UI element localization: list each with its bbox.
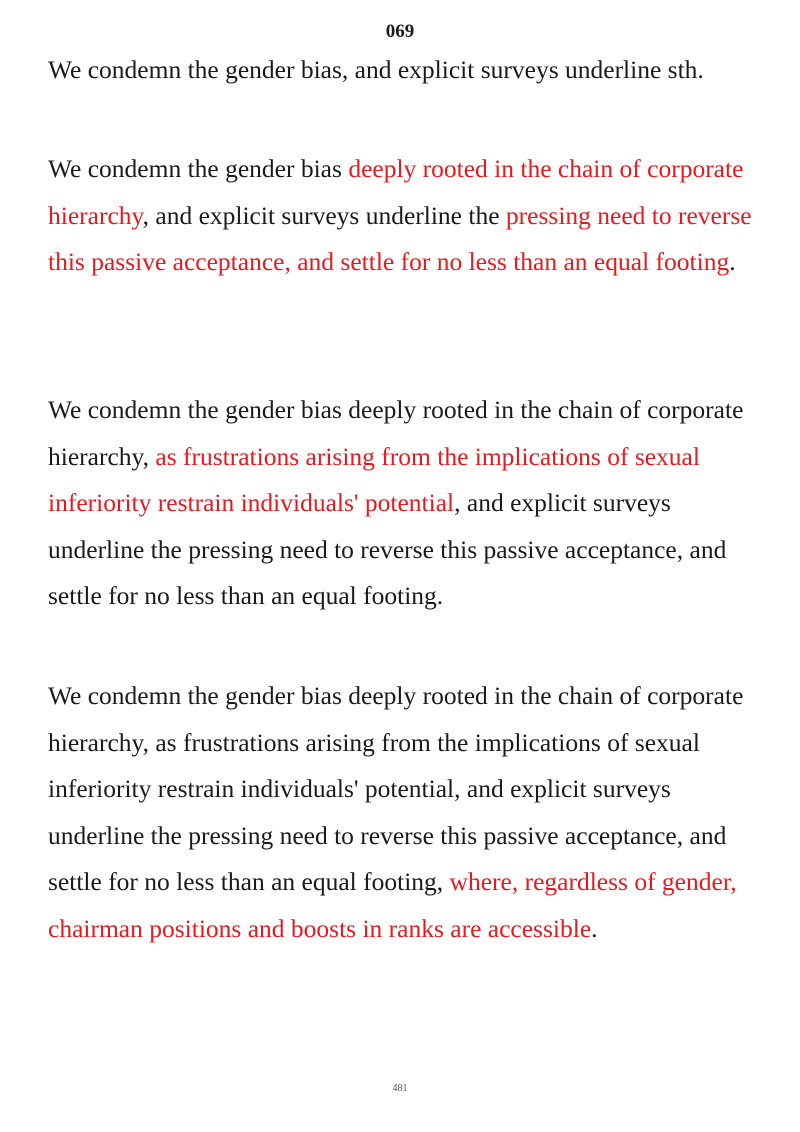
text-segment: We condemn the gender bias deeply rooted in the chain of corporate hierarchy, as frustrations arising from the implications of sexual inferiority restrain individuals' potential, and explicit surveys underline the pressing need to reverse this passive acceptance, and settle for no less than an equal footing, <box>48 681 744 896</box>
text-segment: . <box>729 247 736 276</box>
sentence-version-2 <box>48 146 764 286</box>
text-segment: We condemn the gender bias deeply rooted in the chain of corporate hierarchy, <box>48 395 744 471</box>
text-segment: . <box>591 913 598 943</box>
sentence-version-4 <box>48 673 764 952</box>
text-segment: , and explicit surveys underline the pressing need to reverse this passive acceptance, and settle for no less than an equal footing. <box>48 488 727 610</box>
sentence-version-3 <box>48 387 764 620</box>
text-segment: We condemn the gender bias <box>48 154 349 183</box>
highlighted-addition: where, regardless of gender, chairman positions and boosts in ranks are accessible <box>48 867 737 943</box>
highlighted-addition: deeply rooted in the chain of corporate hierarchy <box>48 154 744 230</box>
sentence-version-1 <box>48 47 764 94</box>
highlighted-addition: as frustrations arising from the implications of sexual inferiority restrain individuals' potential <box>48 441 700 517</box>
text-segment: , and explicit surveys underline the <box>142 200 506 230</box>
highlighted-addition: pressing need to reverse this passive acceptance, and settle for no less than an equal footing <box>48 200 752 276</box>
entry-number: 069 <box>385 21 415 42</box>
page-number: 481 <box>392 1083 408 1094</box>
text-segment: We condemn the gender bias, and explicit surveys underline sth. <box>48 55 704 84</box>
